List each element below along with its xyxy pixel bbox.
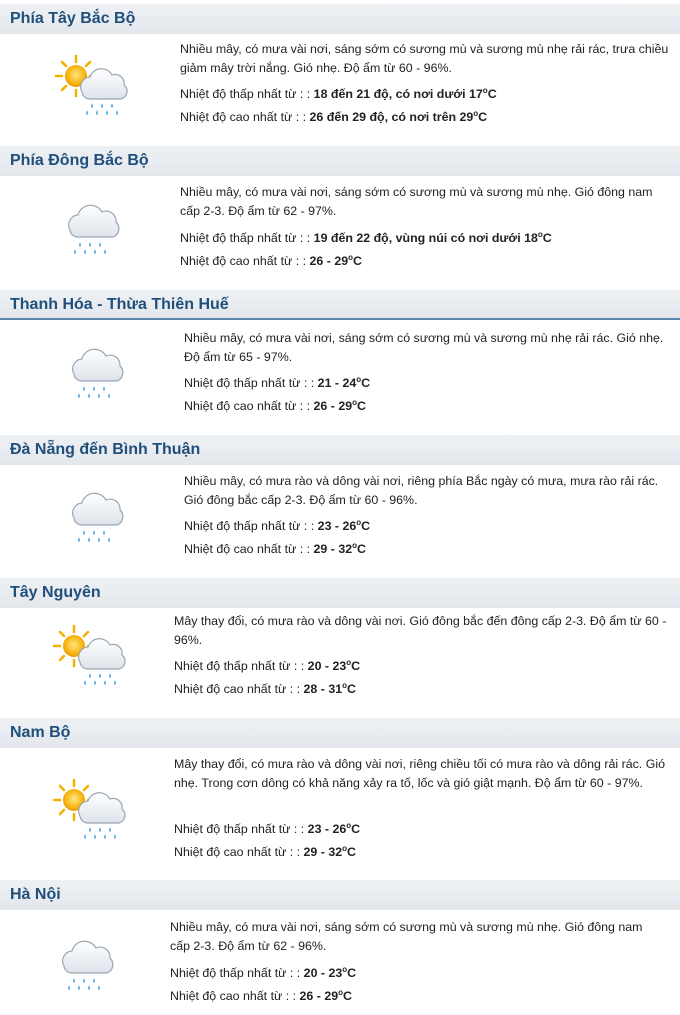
high-temp-line	[170, 984, 352, 1005]
cloud-rain-icon	[46, 928, 126, 998]
high-temp-label: Nhiệt độ cao nhất từ : :	[174, 682, 304, 696]
low-temp-label: Nhiệt độ thấp nhất từ : :	[174, 822, 308, 836]
high-temp-line	[184, 537, 366, 558]
low-temp-label: Nhiệt độ thấp nhất từ : :	[174, 659, 308, 673]
sun-cloud-rain-icon	[52, 50, 132, 120]
sun-cloud-rain-icon	[50, 620, 130, 690]
region-title-nam-bo: Nam Bộ	[0, 718, 680, 748]
low-temp-value: 20 - 23$^o$C	[303, 965, 357, 980]
region-description: Nhiều mây, có mưa rào và dông vài nơi, riêng phía Bắc ngày có mưa, mưa rào rải rác. Gió đông bắc cấp 2-3. Độ ẩm từ 60 - 96%.	[184, 474, 659, 507]
cloud-rain-icon	[56, 480, 136, 550]
low-temp-value: 23 - 26$^o$C	[317, 518, 371, 533]
high-temp-label: Nhiệt độ cao nhất từ : :	[180, 110, 310, 124]
high-temp-label: Nhiệt độ cao nhất từ : :	[170, 989, 300, 1003]
region-description: Mây thay đổi, có mưa rào và dông vài nơi. Gió đông bắc đến đông cấp 2-3. Độ ẩm từ 60 - 96%.	[174, 614, 667, 647]
high-temp-value: 29 - 32$^o$C	[313, 541, 366, 556]
low-temp-label: Nhiệt độ thấp nhất từ : :	[180, 87, 314, 101]
low-temp-line	[184, 371, 370, 392]
region-description: Nhiều mây, có mưa vài nơi, sáng sớm có sương mù và sương mù nhẹ rải rác. Gió nhẹ. Độ ẩm từ 65 - 97%.	[184, 331, 664, 364]
low-temp-line	[180, 226, 552, 247]
low-temp-value: 19 đến 22 độ, vùng núi có nơi dưới 18$^o$C	[313, 230, 552, 245]
region-title-dong-bac-bo: Phía Đông Bắc Bộ	[0, 146, 680, 176]
high-temp-label: Nhiệt độ cao nhất từ : :	[180, 254, 310, 268]
high-temp-value: 26 - 29$^o$C	[309, 253, 362, 268]
high-temp-label: Nhiệt độ cao nhất từ : :	[184, 542, 314, 556]
low-temp-line	[170, 961, 356, 982]
region-title-ha-noi: Hà Nội	[0, 880, 680, 910]
low-temp-value: 18 đến 21 độ, có nơi dưới 17$^o$C	[313, 86, 497, 101]
low-temp-line	[174, 817, 360, 838]
low-temp-label: Nhiệt độ thấp nhất từ : :	[184, 519, 318, 533]
high-temp-value: 26 - 29$^o$C	[313, 398, 366, 413]
high-temp-value: 29 - 32$^o$C	[303, 844, 356, 859]
cloud-rain-icon	[56, 336, 136, 406]
low-temp-label: Nhiệt độ thấp nhất từ : :	[170, 966, 304, 980]
high-temp-line	[174, 840, 356, 861]
region-description: Nhiều mây, có mưa vài nơi, sáng sớm có sương mù và sương mù nhẹ. Gió đông nam cấp 2-3. Độ ẩm từ 62 - 97%.	[180, 185, 653, 218]
high-temp-label: Nhiệt độ cao nhất từ : :	[184, 399, 314, 413]
high-temp-value: 28 - 31$^o$C	[303, 681, 356, 696]
high-temp-value: 26 đến 29 độ, có nơi trên 29$^o$C	[309, 109, 488, 124]
low-temp-value: 23 - 26$^o$C	[307, 821, 361, 836]
cloud-rain-icon	[52, 192, 132, 262]
high-temp-line	[184, 394, 366, 415]
low-temp-label: Nhiệt độ thấp nhất từ : :	[184, 376, 318, 390]
region-title-da-nang-binh-thuan: Đà Nẵng đến Bình Thuận	[0, 435, 680, 465]
region-title-tay-nguyen: Tây Nguyên	[0, 578, 680, 608]
region-title-tay-bac-bo: Phía Tây Bắc Bộ	[0, 4, 680, 34]
region-title-thanh-hoa-hue: Thanh Hóa - Thừa Thiên Huế	[0, 290, 680, 320]
high-temp-value: 26 - 29$^o$C	[299, 988, 352, 1003]
low-temp-label: Nhiệt độ thấp nhất từ : :	[180, 231, 314, 245]
region-description: Nhiều mây, có mưa vài nơi, sáng sớm có sương mù và sương mù nhẹ. Gió đông nam cấp 2-3. Độ ẩm từ 62 - 96%.	[170, 920, 643, 953]
high-temp-line	[174, 677, 356, 698]
low-temp-line	[184, 514, 370, 535]
high-temp-label: Nhiệt độ cao nhất từ : :	[174, 845, 304, 859]
region-description: Nhiều mây, có mưa vài nơi, sáng sớm có sương mù và sương mù nhẹ rải rác, trưa chiều giảm mây trời nắng. Gió nhẹ. Độ ẩm từ 60 - 96%.	[180, 42, 669, 75]
low-temp-value: 20 - 23$^o$C	[307, 658, 361, 673]
low-temp-line	[180, 82, 497, 103]
high-temp-line	[180, 249, 362, 270]
region-description: Mây thay đổi, có mưa rào và dông vài nơi, riêng chiều tối có mưa rào và dông rải rác. Gió nhẹ. Trong cơn dông có khả năng xảy ra tố, lốc và gió giật mạnh. Độ ẩm từ 60 - 97%.	[174, 757, 665, 790]
low-temp-line	[174, 654, 360, 675]
low-temp-value: 21 - 24$^o$C	[317, 375, 371, 390]
high-temp-line	[180, 105, 487, 126]
sun-cloud-rain-icon	[50, 774, 130, 844]
